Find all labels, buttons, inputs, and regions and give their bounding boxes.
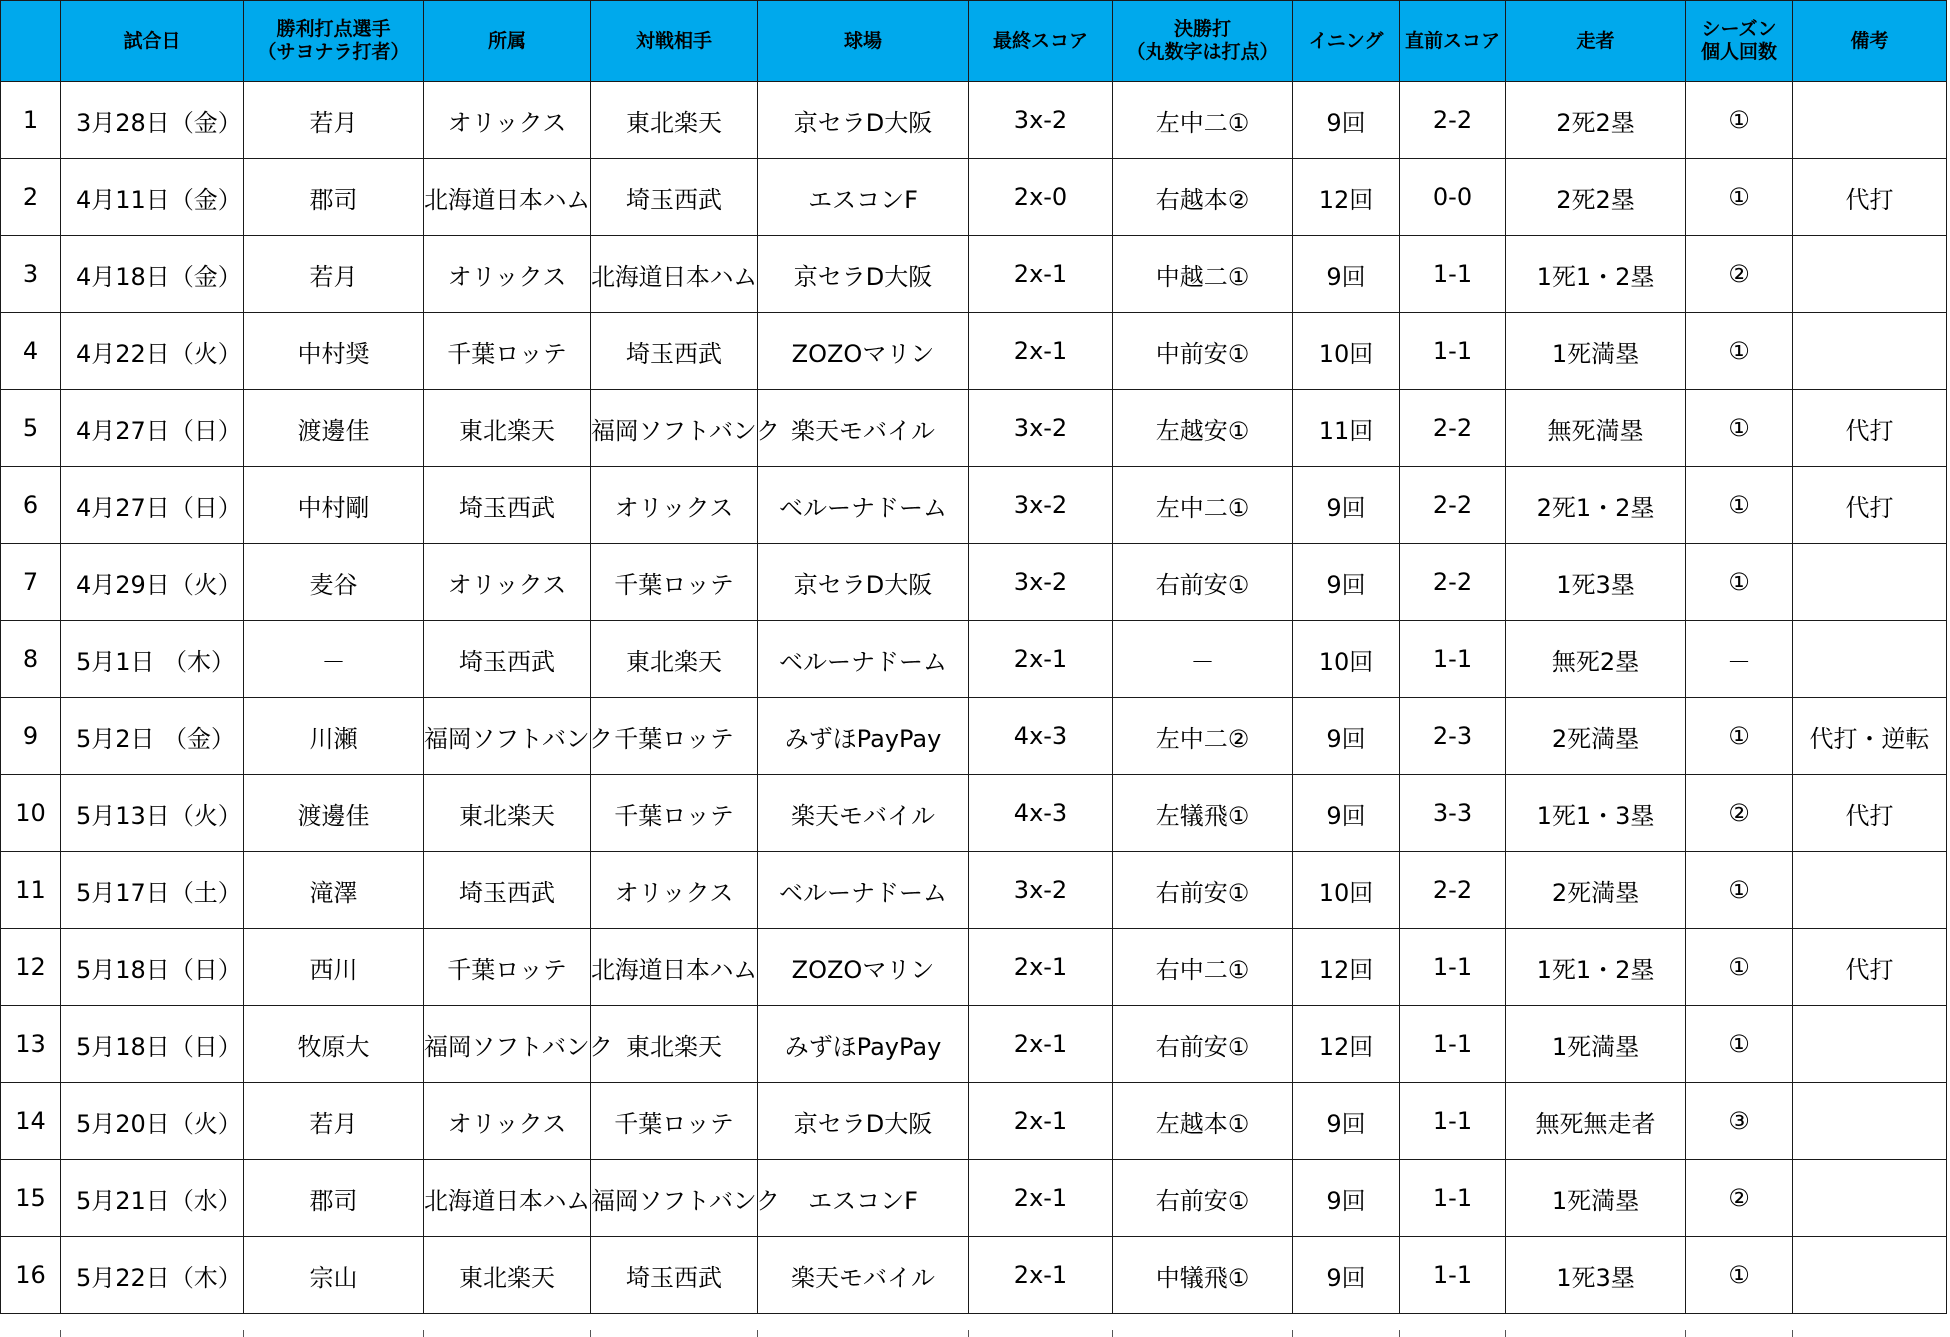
cell-final_score[interactable]: 3x-2 (969, 82, 1113, 159)
table-row (1, 313, 1947, 390)
cell-final_score[interactable]: 3x-2 (969, 390, 1113, 467)
cell-hit[interactable]: 左越安① (1113, 390, 1293, 467)
cell-date-value: 5月21日 (76, 1186, 170, 1215)
cell-team[interactable]: オリックス (424, 82, 591, 159)
table-row (1, 698, 1947, 775)
cell-no[interactable]: 3 (1, 236, 61, 313)
grid-tick (1792, 1330, 1793, 1337)
cell-final_score[interactable]: 3x-2 (969, 852, 1113, 929)
cell-inning[interactable]: 9回 (1293, 236, 1400, 313)
cell-stadium[interactable]: ベルーナドーム (758, 467, 969, 544)
cell-no[interactable]: 6 (1, 467, 61, 544)
cell-prev_score[interactable]: 2-2 (1400, 467, 1506, 544)
cell-stadium[interactable]: 京セラD大阪 (758, 544, 969, 621)
cell-prev_score[interactable]: 2-2 (1400, 544, 1506, 621)
cell-season_count[interactable]: ① (1686, 467, 1793, 544)
cell-stadium[interactable]: ZOZOマリン (758, 313, 969, 390)
column-header-stadium[interactable]: 球場 (758, 1, 969, 82)
cell-inning[interactable]: 9回 (1293, 544, 1400, 621)
cell-team[interactable]: 埼玉西武 (424, 467, 591, 544)
cell-team[interactable]: 東北楽天 (424, 390, 591, 467)
cell-note[interactable]: 代打 (1793, 159, 1947, 236)
cell-hit[interactable]: 右前安① (1113, 544, 1293, 621)
cell-prev_score[interactable]: 1-1 (1400, 1160, 1506, 1237)
cell-runners[interactable]: 2死2塁 (1506, 159, 1686, 236)
table-row (1, 544, 1947, 621)
cell-hit[interactable]: 中前安① (1113, 313, 1293, 390)
cell-date[interactable] (61, 159, 244, 236)
cell-prev_score[interactable]: 1-1 (1400, 621, 1506, 698)
cell-date[interactable] (61, 698, 244, 775)
cell-hit[interactable]: 左犠飛① (1113, 775, 1293, 852)
table-row (1, 1083, 1947, 1160)
cell-final_score[interactable]: 2x-1 (969, 1083, 1113, 1160)
cell-stadium[interactable]: 京セラD大阪 (758, 236, 969, 313)
cell-batter[interactable]: 宗山 (244, 1237, 424, 1314)
column-header-final_score[interactable]: 最終スコア (969, 1, 1113, 82)
cell-inning[interactable]: 10回 (1293, 621, 1400, 698)
cell-hit[interactable]: 左中二① (1113, 467, 1293, 544)
cell-batter[interactable]: 郡司 (244, 1160, 424, 1237)
cell-batter[interactable]: 中村奨 (244, 313, 424, 390)
cell-batter[interactable]: 中村剛 (244, 467, 424, 544)
cell-date[interactable] (61, 852, 244, 929)
cell-runners[interactable]: 無死2塁 (1506, 621, 1686, 698)
cell-weekday: （木） (163, 647, 235, 676)
cell-runners[interactable]: 無死満塁 (1506, 390, 1686, 467)
cell-weekday: （金） (169, 185, 242, 214)
cell-note[interactable] (1793, 621, 1947, 698)
table-row (1, 775, 1947, 852)
cell-team[interactable]: 千葉ロッテ (424, 313, 591, 390)
cell-final_score[interactable]: 2x-1 (969, 1237, 1113, 1314)
cell-hit[interactable]: 左中二① (1113, 82, 1293, 159)
table-row (1, 1237, 1947, 1314)
grid-tick (968, 1330, 969, 1337)
column-header-hit[interactable]: 決勝打 （丸数字は打点） (1113, 1, 1293, 82)
column-header-date[interactable]: 試合日 (61, 1, 244, 82)
table-row (1, 852, 1947, 929)
cell-runners[interactable]: 1死満塁 (1506, 1006, 1686, 1083)
cell-weekday: （火） (169, 1109, 242, 1138)
cell-opponent[interactable]: 千葉ロッテ (591, 698, 758, 775)
grid-tick (1399, 1330, 1400, 1337)
cell-date-value: 5月17日 (76, 878, 170, 907)
column-header-runners[interactable]: 走者 (1506, 1, 1686, 82)
cell-opponent[interactable]: 北海道日本ハム (591, 929, 758, 1006)
cell-date-value: 5月22日 (76, 1263, 170, 1292)
cell-stadium[interactable]: ZOZOマリン (758, 929, 969, 1006)
cell-stadium[interactable]: 京セラD大阪 (758, 1083, 969, 1160)
cell-weekday: （金） (169, 262, 242, 291)
cell-no[interactable]: 2 (1, 159, 61, 236)
cell-no[interactable]: 13 (1, 1006, 61, 1083)
cell-inning[interactable]: 9回 (1293, 698, 1400, 775)
cell-inning[interactable]: 9回 (1293, 1160, 1400, 1237)
cell-team[interactable]: 北海道日本ハム (424, 159, 591, 236)
cell-note[interactable]: 代打 (1793, 467, 1947, 544)
cell-note[interactable]: 代打 (1793, 390, 1947, 467)
cell-team[interactable]: オリックス (424, 236, 591, 313)
cell-runners[interactable]: 無死無走者 (1506, 1083, 1686, 1160)
cell-stadium[interactable]: 楽天モバイル (758, 775, 969, 852)
cell-weekday: （水） (169, 1186, 242, 1215)
cell-opponent[interactable]: 千葉ロッテ (591, 775, 758, 852)
column-header-inning[interactable]: イニング (1293, 1, 1400, 82)
cell-no[interactable]: 12 (1, 929, 61, 1006)
cell-opponent[interactable]: オリックス (591, 852, 758, 929)
cell-batter[interactable]: 西川 (244, 929, 424, 1006)
cell-batter[interactable]: 若月 (244, 1083, 424, 1160)
cell-final_score[interactable]: 4x-3 (969, 775, 1113, 852)
cell-season_count[interactable]: ① (1686, 852, 1793, 929)
cell-inning[interactable]: 12回 (1293, 1006, 1400, 1083)
cell-date-value: 4月27日 (76, 493, 170, 522)
cell-date-value: 3月28日 (76, 108, 170, 137)
cell-date[interactable] (61, 544, 244, 621)
cell-date-value: 5月18日 (76, 955, 170, 984)
cell-hit[interactable]: 右前安① (1113, 1006, 1293, 1083)
cell-hit[interactable]: － (1113, 621, 1293, 698)
cell-opponent[interactable]: 千葉ロッテ (591, 1083, 758, 1160)
cell-date-value: 5月13日 (76, 801, 170, 830)
table-row (1, 1006, 1947, 1083)
cell-season_count[interactable]: ① (1686, 313, 1793, 390)
cell-opponent[interactable]: 福岡ソフトバンク (591, 390, 758, 467)
cell-season_count[interactable]: ① (1686, 1237, 1793, 1314)
grid-tick (243, 1330, 244, 1337)
table-body (1, 82, 1947, 1314)
cell-season_count[interactable]: ③ (1686, 1083, 1793, 1160)
cell-date-value: 5月1日 (76, 647, 155, 676)
cell-no[interactable]: 8 (1, 621, 61, 698)
cell-team[interactable]: 北海道日本ハム (424, 1160, 591, 1237)
grid-tick (757, 1330, 758, 1337)
cell-no[interactable]: 11 (1, 852, 61, 929)
cell-batter[interactable]: 滝澤 (244, 852, 424, 929)
cell-date-value: 5月2日 (76, 724, 155, 753)
cell-prev_score[interactable]: 1-1 (1400, 313, 1506, 390)
cell-date[interactable] (61, 236, 244, 313)
cell-final_score[interactable]: 2x-1 (969, 1160, 1113, 1237)
cell-runners[interactable]: 2死2塁 (1506, 82, 1686, 159)
cell-final_score[interactable]: 2x-1 (969, 1006, 1113, 1083)
column-header-prev_score[interactable]: 直前スコア (1400, 1, 1506, 82)
table-row (1, 159, 1947, 236)
cell-weekday: （火） (169, 570, 242, 599)
grid-tick (1112, 1330, 1113, 1337)
cell-date[interactable] (61, 1160, 244, 1237)
cell-no[interactable]: 7 (1, 544, 61, 621)
cell-prev_score[interactable]: 1-1 (1400, 1006, 1506, 1083)
cell-batter[interactable]: 渡邊佳 (244, 390, 424, 467)
cell-weekday: （土） (169, 878, 242, 907)
cell-date[interactable] (61, 467, 244, 544)
cell-prev_score[interactable]: 2-2 (1400, 390, 1506, 467)
cell-season_count[interactable]: ① (1686, 544, 1793, 621)
cell-inning[interactable]: 11回 (1293, 390, 1400, 467)
cell-note[interactable]: 代打 (1793, 929, 1947, 1006)
cell-opponent[interactable]: 埼玉西武 (591, 1237, 758, 1314)
cell-prev_score[interactable]: 2-3 (1400, 698, 1506, 775)
cell-inning[interactable]: 12回 (1293, 159, 1400, 236)
cell-final_score[interactable]: 2x-1 (969, 236, 1113, 313)
cell-date[interactable] (61, 621, 244, 698)
cell-final_score[interactable]: 2x-1 (969, 313, 1113, 390)
cell-stadium[interactable]: 京セラD大阪 (758, 82, 969, 159)
column-header-batter[interactable]: 勝利打点選手 （サヨナラ打者） (244, 1, 424, 82)
cell-runners[interactable]: 1死3塁 (1506, 1237, 1686, 1314)
cell-season_count[interactable]: ② (1686, 236, 1793, 313)
cell-final_score[interactable]: 3x-2 (969, 544, 1113, 621)
cell-inning[interactable]: 12回 (1293, 929, 1400, 1006)
cell-batter[interactable]: 川瀬 (244, 698, 424, 775)
cell-batter[interactable]: 若月 (244, 236, 424, 313)
column-header-note[interactable]: 備考 (1793, 1, 1947, 82)
cell-opponent[interactable]: 東北楽天 (591, 621, 758, 698)
cell-opponent[interactable]: 埼玉西武 (591, 313, 758, 390)
cell-weekday: （日） (169, 416, 242, 445)
grid-tick (1292, 1330, 1293, 1337)
cell-season_count[interactable]: ① (1686, 929, 1793, 1006)
cell-no[interactable]: 5 (1, 390, 61, 467)
cell-inning[interactable]: 9回 (1293, 82, 1400, 159)
cell-final_score[interactable]: 2x-1 (969, 929, 1113, 1006)
cell-stadium[interactable]: ベルーナドーム (758, 621, 969, 698)
cell-note[interactable] (1793, 1006, 1947, 1083)
cell-no[interactable]: 1 (1, 82, 61, 159)
cell-date-value: 5月20日 (76, 1109, 170, 1138)
cell-date-value: 5月18日 (76, 1032, 170, 1061)
cell-opponent[interactable]: オリックス (591, 467, 758, 544)
cell-team[interactable]: 埼玉西武 (424, 852, 591, 929)
cell-hit[interactable]: 右越本② (1113, 159, 1293, 236)
grid-tick (423, 1330, 424, 1337)
cell-note[interactable]: 代打 (1793, 775, 1947, 852)
table-row (1, 390, 1947, 467)
cell-note[interactable] (1793, 852, 1947, 929)
cell-season_count[interactable]: ② (1686, 775, 1793, 852)
cell-hit[interactable]: 中越二① (1113, 236, 1293, 313)
cell-runners[interactable]: 1死1・3塁 (1506, 775, 1686, 852)
cell-hit[interactable]: 中犠飛① (1113, 1237, 1293, 1314)
column-header-team[interactable]: 所属 (424, 1, 591, 82)
cell-note[interactable] (1793, 82, 1947, 159)
cell-stadium[interactable]: 楽天モバイル (758, 1237, 969, 1314)
cell-no[interactable]: 16 (1, 1237, 61, 1314)
cell-team[interactable]: 東北楽天 (424, 1237, 591, 1314)
cell-note[interactable] (1793, 236, 1947, 313)
cell-no[interactable]: 14 (1, 1083, 61, 1160)
table-row (1, 236, 1947, 313)
cell-opponent[interactable]: 福岡ソフトバンク (591, 1160, 758, 1237)
cell-inning[interactable]: 10回 (1293, 852, 1400, 929)
cell-final_score[interactable]: 2x-1 (969, 621, 1113, 698)
cell-runners[interactable]: 1死満塁 (1506, 1160, 1686, 1237)
cell-date[interactable] (61, 390, 244, 467)
cell-note[interactable] (1793, 544, 1947, 621)
cell-stadium[interactable]: 楽天モバイル (758, 390, 969, 467)
cell-season_count[interactable]: ① (1686, 390, 1793, 467)
cell-weekday: （日） (169, 955, 242, 984)
cell-opponent[interactable]: 千葉ロッテ (591, 544, 758, 621)
cell-batter[interactable]: 郡司 (244, 159, 424, 236)
cell-date[interactable] (61, 1083, 244, 1160)
cell-inning[interactable]: 9回 (1293, 1083, 1400, 1160)
cell-date[interactable] (61, 929, 244, 1006)
cell-prev_score[interactable]: 2-2 (1400, 852, 1506, 929)
grid-tick (1505, 1330, 1506, 1337)
cell-season_count[interactable]: ① (1686, 698, 1793, 775)
cell-date-value: 4月22日 (76, 339, 170, 368)
cell-batter[interactable]: 渡邊佳 (244, 775, 424, 852)
grid-tick (1685, 1330, 1686, 1337)
cell-stadium[interactable]: みずほPayPay (758, 1006, 969, 1083)
cell-no[interactable]: 4 (1, 313, 61, 390)
cell-date-value: 4月11日 (76, 185, 170, 214)
cell-date[interactable] (61, 1006, 244, 1083)
grid-tick (60, 1330, 61, 1337)
table-row (1, 82, 1947, 159)
cell-season_count[interactable]: ① (1686, 82, 1793, 159)
cell-hit[interactable]: 右前安① (1113, 1160, 1293, 1237)
cell-date[interactable] (61, 82, 244, 159)
cell-final_score[interactable]: 3x-2 (969, 467, 1113, 544)
cell-inning[interactable]: 9回 (1293, 1237, 1400, 1314)
cell-runners[interactable]: 1死3塁 (1506, 544, 1686, 621)
cell-runners[interactable]: 2死満塁 (1506, 852, 1686, 929)
cell-team[interactable]: 埼玉西武 (424, 621, 591, 698)
cell-runners[interactable]: 1死1・2塁 (1506, 929, 1686, 1006)
column-header-season_count[interactable]: シーズン 個人回数 (1686, 1, 1793, 82)
cell-date[interactable] (61, 1237, 244, 1314)
cell-no[interactable]: 9 (1, 698, 61, 775)
cell-prev_score[interactable]: 3-3 (1400, 775, 1506, 852)
cell-season_count[interactable]: ① (1686, 1006, 1793, 1083)
cell-weekday: （日） (169, 493, 242, 522)
cell-final_score[interactable]: 4x-3 (969, 698, 1113, 775)
cell-hit[interactable]: 右前安① (1113, 852, 1293, 929)
table-row (1, 621, 1947, 698)
cell-hit[interactable]: 右中二① (1113, 929, 1293, 1006)
cell-opponent[interactable]: 東北楽天 (591, 1006, 758, 1083)
cell-batter[interactable]: 牧原大 (244, 1006, 424, 1083)
cell-team[interactable]: 福岡ソフトバンク (424, 1006, 591, 1083)
cell-date[interactable] (61, 775, 244, 852)
table-row (1, 929, 1947, 1006)
cell-team[interactable]: オリックス (424, 1083, 591, 1160)
cell-note[interactable] (1793, 1083, 1947, 1160)
column-header-opponent[interactable]: 対戦相手 (591, 1, 758, 82)
cell-stadium[interactable]: みずほPayPay (758, 698, 969, 775)
cell-final_score[interactable]: 2x-0 (969, 159, 1113, 236)
cell-season_count[interactable]: ② (1686, 1160, 1793, 1237)
cell-prev_score[interactable]: 0-0 (1400, 159, 1506, 236)
header-row (1, 1, 1947, 82)
cell-runners[interactable]: 1死1・2塁 (1506, 236, 1686, 313)
cell-date-value: 4月18日 (76, 262, 170, 291)
cell-prev_score[interactable]: 1-1 (1400, 929, 1506, 1006)
table-row (1, 467, 1947, 544)
cell-batter[interactable]: 麦谷 (244, 544, 424, 621)
cell-weekday: （日） (169, 1032, 242, 1061)
cell-stadium[interactable]: エスコンF (758, 1160, 969, 1237)
cell-prev_score[interactable]: 2-2 (1400, 82, 1506, 159)
cell-season_count[interactable]: ① (1686, 159, 1793, 236)
cell-weekday: （木） (169, 1263, 242, 1292)
cell-note[interactable] (1793, 313, 1947, 390)
cell-batter[interactable]: － (244, 621, 424, 698)
column-header-no[interactable] (1, 1, 61, 82)
cell-hit[interactable]: 左中二② (1113, 698, 1293, 775)
cell-no[interactable]: 15 (1, 1160, 61, 1237)
table-row (1, 1160, 1947, 1237)
cell-season_count[interactable]: － (1686, 621, 1793, 698)
cell-weekday: （火） (169, 801, 242, 830)
cell-team[interactable]: 千葉ロッテ (424, 929, 591, 1006)
cell-inning[interactable]: 9回 (1293, 467, 1400, 544)
grid-tick (590, 1330, 591, 1337)
cell-runners[interactable]: 2死満塁 (1506, 698, 1686, 775)
cell-weekday: （金） (169, 108, 242, 137)
cell-no[interactable]: 10 (1, 775, 61, 852)
cell-team[interactable]: オリックス (424, 544, 591, 621)
cell-opponent[interactable]: 北海道日本ハム (591, 236, 758, 313)
cell-inning[interactable]: 9回 (1293, 775, 1400, 852)
cell-stadium[interactable]: ベルーナドーム (758, 852, 969, 929)
cell-hit[interactable]: 左越本① (1113, 1083, 1293, 1160)
cell-date[interactable] (61, 313, 244, 390)
cell-opponent[interactable]: 埼玉西武 (591, 159, 758, 236)
cell-prev_score[interactable]: 1-1 (1400, 1083, 1506, 1160)
cell-date-value: 4月29日 (76, 570, 170, 599)
cell-opponent[interactable]: 東北楽天 (591, 82, 758, 159)
cell-note[interactable] (1793, 1237, 1947, 1314)
cell-date-value: 4月27日 (76, 416, 170, 445)
cell-team[interactable]: 東北楽天 (424, 775, 591, 852)
cell-runners[interactable]: 2死1・2塁 (1506, 467, 1686, 544)
cell-inning[interactable]: 10回 (1293, 313, 1400, 390)
cell-team[interactable]: 福岡ソフトバンク (424, 698, 591, 775)
cell-batter[interactable]: 若月 (244, 82, 424, 159)
cell-runners[interactable]: 1死満塁 (1506, 313, 1686, 390)
cell-note[interactable] (1793, 1160, 1947, 1237)
cell-weekday: （金） (163, 724, 235, 753)
cell-stadium[interactable]: エスコンF (758, 159, 969, 236)
cell-note[interactable]: 代打・逆転 (1793, 698, 1947, 775)
cell-prev_score[interactable]: 1-1 (1400, 1237, 1506, 1314)
cell-weekday: （火） (169, 339, 242, 368)
cell-prev_score[interactable]: 1-1 (1400, 236, 1506, 313)
next-row-edge (0, 1322, 1950, 1337)
